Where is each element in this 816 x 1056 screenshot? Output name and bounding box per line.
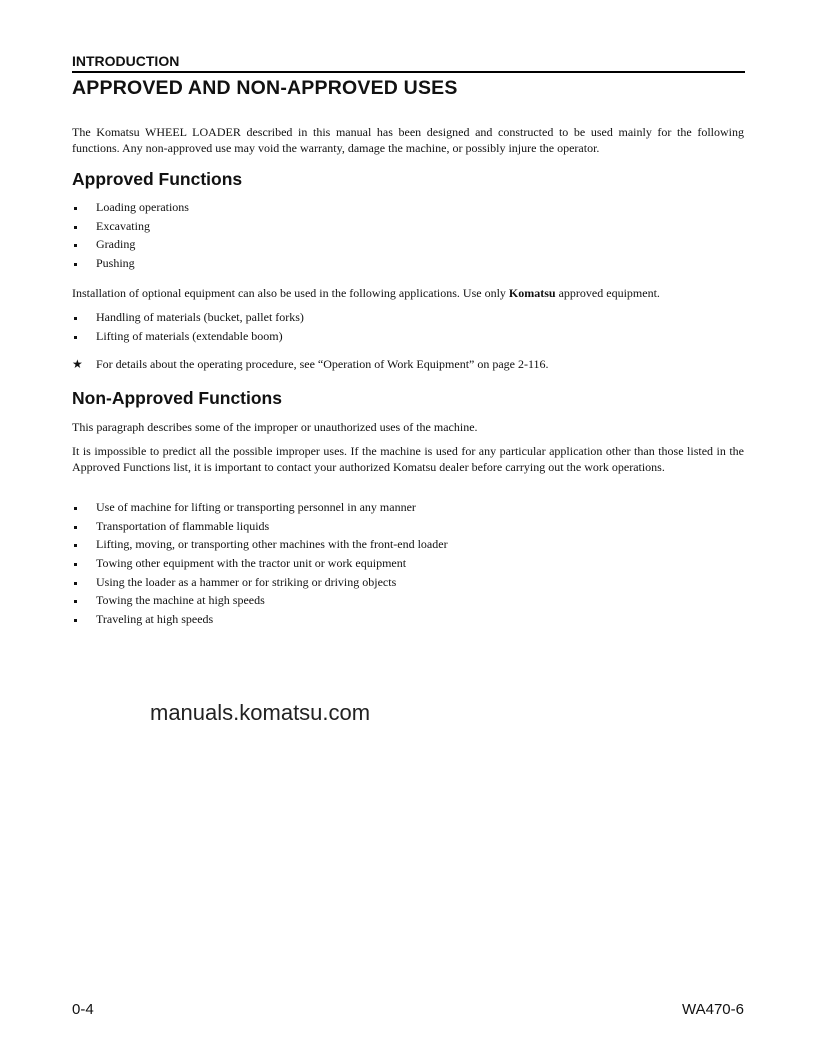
list-item: Grading	[72, 235, 189, 254]
list-item: Lifting of materials (extendable boom)	[72, 327, 304, 346]
note	[72, 357, 549, 372]
list-item: Loading operations	[72, 198, 189, 217]
optional-list	[72, 308, 304, 345]
non-approved-heading: Non-Approved Functions	[72, 388, 282, 408]
list-item: Handling of materials (bucket, pallet forks)	[72, 308, 304, 327]
approved-heading: Approved Functions	[72, 169, 243, 189]
note-text: For details about the operating procedure, see “Operation of Work Equipment” on page 2-116.	[96, 357, 549, 371]
intro-paragraph: The Komatsu WHEEL LOADER described in this manual has been designed and constructed to be used mainly for the following functions. Any non-approved use may void the warranty, damage the machine, or possibly injure the operator.	[72, 125, 744, 155]
section-label: INTRODUCTION	[72, 53, 180, 69]
list-item: Towing the machine at high speeds	[72, 591, 448, 610]
star-icon: ★	[72, 357, 83, 371]
list-item: Transportation of flammable liquids	[72, 517, 448, 536]
list-item: Pushing	[72, 254, 189, 273]
optional-text: Installation of optional equipment can also be used in the following applications. Use only	[72, 286, 509, 300]
page-title: APPROVED AND NON-APPROVED USES	[72, 77, 458, 99]
header-rule	[72, 71, 745, 73]
list-item: Excavating	[72, 217, 189, 236]
non-approved-paragraph: It is impossible to predict all the possible improper uses. If the machine is used for any particular application other than those listed in the Approved Functions list, it is important to contact your authorized Komatsu dealer before carrying out the work operations.	[72, 444, 744, 474]
list-item: Towing other equipment with the tractor unit or work equipment	[72, 554, 448, 573]
brand-name: Komatsu	[508, 286, 556, 300]
non-approved-intro: This paragraph describes some of the improper or unauthorized uses of the machine.	[72, 420, 478, 434]
optional-text-end: approved equipment.	[555, 286, 660, 300]
watermark: manuals.komatsu.com	[150, 700, 371, 725]
list-item: Using the loader as a hammer or for striking or driving objects	[72, 573, 448, 592]
page-number: 0-4	[72, 1001, 94, 1018]
list-item: Use of machine for lifting or transporting personnel in any manner	[72, 498, 448, 517]
optional-paragraph	[72, 285, 744, 301]
list-item: Traveling at high speeds	[72, 610, 448, 629]
non-approved-list	[72, 498, 448, 629]
model-number: WA470-6	[682, 1001, 744, 1018]
list-item: Lifting, moving, or transporting other machines with the front-end loader	[72, 535, 448, 554]
approved-list	[72, 198, 189, 273]
